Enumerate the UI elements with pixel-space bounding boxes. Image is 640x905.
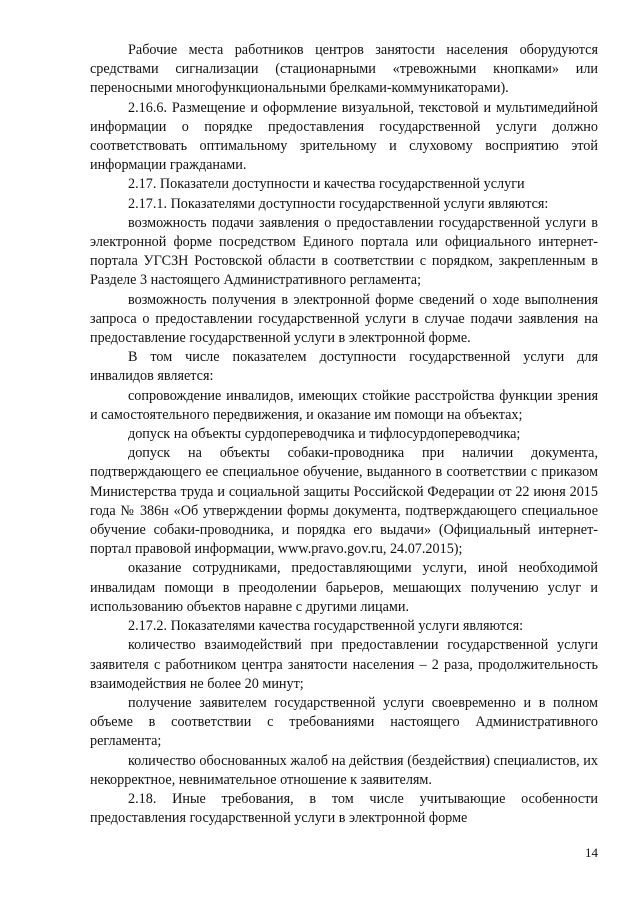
page-number: 14 [585, 845, 598, 860]
list-item-complaints: количество обоснованных жалоб на действия (бездействия) специалистов, их некорректное, невнимательное отношение к заявителям. [90, 752, 598, 788]
paragraph-2-18: 2.18. Иные требования, в том числе учитывающие особенности предоставления государственной услуги в электронной форме [90, 790, 598, 827]
list-item-timely-service: получение заявителем государственной услуги своевременно и в полном объеме в соответствии с требованиями настоящего Административного регламента; [90, 694, 598, 750]
section-heading-2-17: 2.17. Показатели доступности и качества государственной услуги [128, 176, 525, 193]
list-item-escort: сопровождение инвалидов, имеющих стойкие расстройства функции зрения и самостоятельного передвижения, и оказание им помощи на объектах; [90, 387, 598, 423]
list-item-staff-assistance: оказание сотрудниками, предоставляющими услуги, иной необходимой инвалидам помощи в преодолении барьеров, мешающих получению услуг и использованию объектов наравне с другими лицами. [90, 560, 598, 615]
paragraph-disabled-accessibility: В том числе показателем доступности государственной услуги для инвалидов является: [90, 349, 598, 385]
paragraph-2-16-6: 2.16.6. Размещение и оформление визуальной, текстовой и мультимедийной информации о порядке предоставления государственной услуги должно соответствовать оптимальному зрительному и слуховому восприятию этой информации гражданами. [90, 99, 598, 174]
list-item-interactions: количество взаимодействий при предоставлении государственной услуги заявителя с работником центра занятости населения – 2 раза, продолжительность взаимодействия не более 20 минут; [90, 637, 598, 692]
paragraph-2-17-2: 2.17.2. Показателями качества государственной услуги являются: [128, 618, 524, 635]
body-text [90, 41, 598, 828]
list-item-guide-dog: допуск на объекты собаки-проводника при наличии документа, подтверждающего ее специальное обучение, выданного в соответствии с приказом Министерства труда и социальной защиты Российской Федерации от 22 июня 2015 года № 386н «Об утверждении формы документа, подтверждающего специальное обучение собаки-проводника, и порядка его выдачи» (Официальный интернет-портал правовой информации, www.pravo.gov.ru, 24.07.2015); [90, 445, 598, 558]
list-item-electronic-status: возможность получения в электронной форме сведений о ходе выполнения запроса о предоставлении государственной услуги в случае подачи заявления на предоставление государственной услуги в электронной форме. [90, 291, 598, 347]
list-item-electronic-application: возможность подачи заявления о предоставлении государственной услуги в электронной форме посредством Единого портала или официального интернет-портала УГСЗН Ростовской области в соответствии с порядком, закрепленным в Разделе 3 настоящего Административного регламента; [90, 214, 598, 289]
paragraph-2-17-1: 2.17.1. Показателями доступности государственной услуги являются: [128, 195, 549, 212]
paragraph-workplace-alarms: Рабочие места работников центров занятости населения оборудуются средствами сигнализации (стационарными «тревожными кнопками» или переносными многофункциональными брелками-коммуникаторами). [90, 42, 598, 97]
list-item-sign-interpreter: допуск на объекты сурдопереводчика и тифлосурдопереводчика; [128, 426, 521, 443]
